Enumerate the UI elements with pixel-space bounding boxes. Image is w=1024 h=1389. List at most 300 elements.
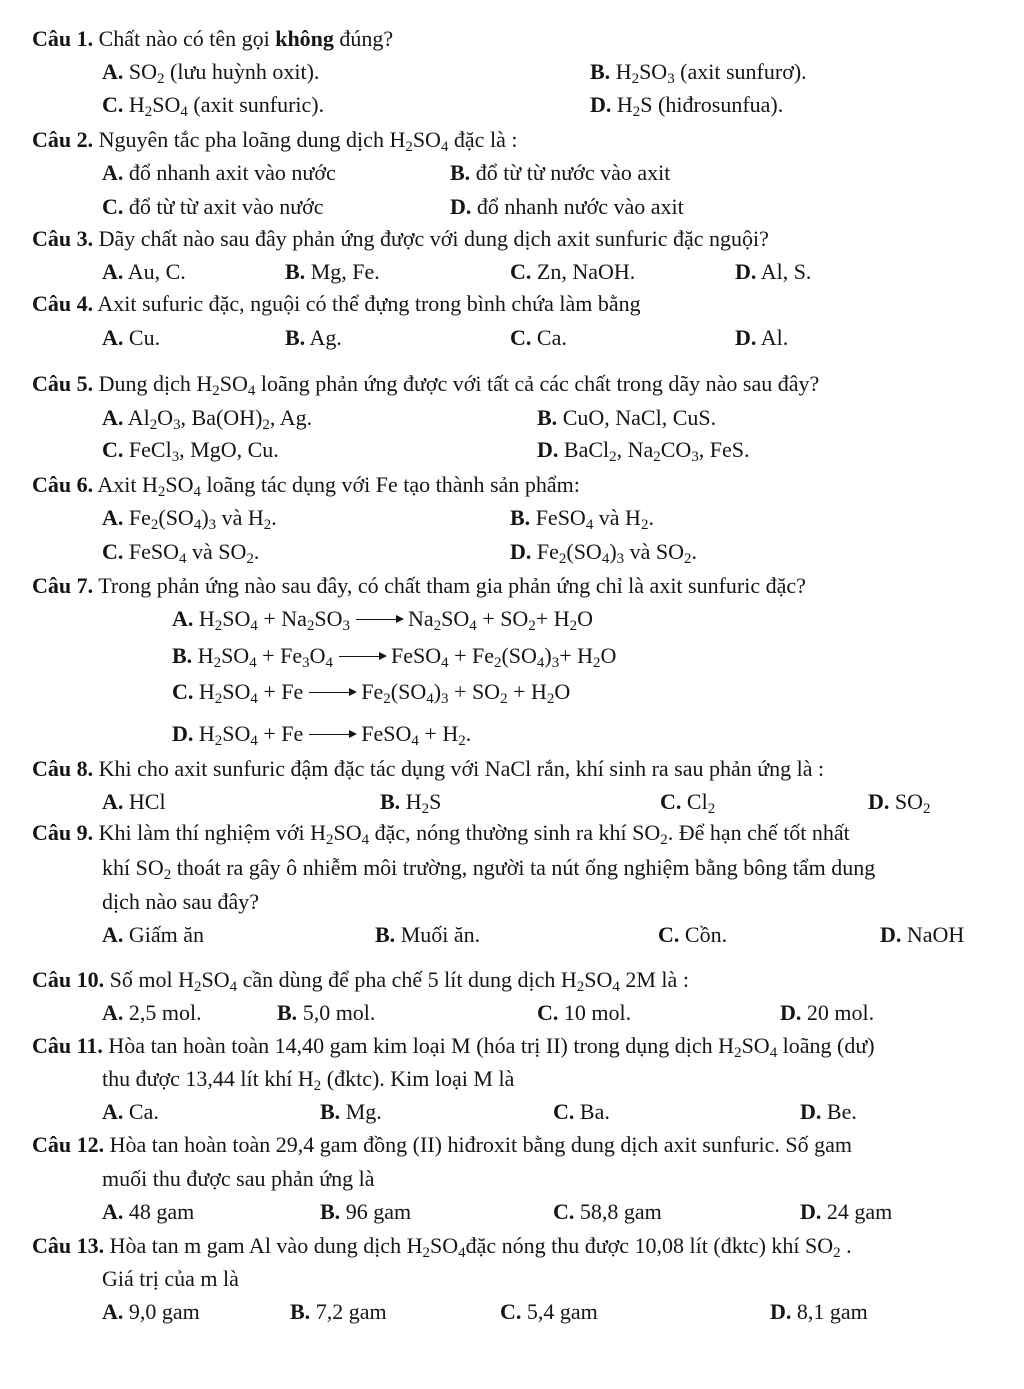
q5-option-c[interactable] — [102, 435, 279, 465]
text-fragment: Số mol H — [109, 967, 194, 992]
q13-option-c[interactable] — [500, 1297, 598, 1327]
text-fragment: H — [197, 643, 214, 668]
subscript-text: 2 — [433, 618, 442, 635]
text-fragment: A. — [102, 1199, 124, 1224]
text-fragment: . — [691, 539, 697, 564]
question-number: Câu 5. — [32, 371, 94, 396]
question-number: Câu 2. — [32, 127, 94, 152]
q12-option-b[interactable] — [320, 1197, 411, 1227]
text-fragment: Be. — [826, 1099, 857, 1124]
subscript-text: 3 — [342, 618, 351, 635]
subscript-text: 4 — [411, 733, 419, 750]
text-fragment: đổ từ từ nước vào axit — [475, 160, 671, 185]
subscript-text: 4 — [469, 618, 477, 635]
text-fragment: Dung dịch H — [98, 371, 213, 396]
text-fragment: Ca. — [536, 325, 567, 350]
text-fragment: H — [615, 59, 632, 84]
text-fragment: NaOH — [906, 922, 965, 947]
text-fragment: (lưu huỳnh oxit). — [164, 59, 320, 84]
text-fragment: S (hiđrosunfua). — [640, 92, 784, 117]
text-fragment: D. — [537, 437, 559, 462]
subscript-text: 2 — [631, 71, 640, 88]
text-fragment: + Fe — [448, 643, 494, 668]
subscript-text: 2 — [246, 551, 254, 568]
text-fragment: + Fe — [257, 679, 304, 704]
text-fragment: C. — [500, 1299, 522, 1324]
q8-option-d[interactable] — [868, 787, 931, 817]
text-fragment: Au, C. — [127, 259, 186, 284]
question-number: Câu 9. — [32, 820, 94, 845]
subscript-text: 2 — [313, 1078, 322, 1095]
text-fragment: Trong phản ứng nào sau đây, có chất tham gia phản ứng chỉ là axit sunfuric đặc? — [98, 573, 806, 598]
q8-option-c[interactable] — [660, 787, 715, 817]
question-3 — [32, 224, 769, 254]
subscript-text: 2 — [576, 979, 585, 996]
text-fragment: và H — [593, 505, 641, 530]
q1-option-a[interactable] — [102, 57, 319, 87]
text-fragment: SO — [314, 606, 343, 631]
subscript-text: 2 — [640, 517, 649, 534]
subscript-text: 3 — [691, 449, 699, 466]
text-fragment: Axit H — [97, 472, 158, 497]
text-fragment: (axit sunfuric). — [187, 92, 325, 117]
q10-option-d[interactable] — [780, 998, 874, 1028]
q1-option-d[interactable] — [590, 90, 783, 120]
question-6 — [32, 470, 580, 500]
text-fragment: A. — [102, 505, 124, 530]
q9-option-d[interactable] — [880, 920, 964, 950]
q4-option-b[interactable] — [285, 323, 342, 353]
text-fragment: 9,0 gam — [128, 1299, 200, 1324]
text-fragment: + SO — [448, 679, 501, 704]
text-fragment: 96 gam — [345, 1199, 412, 1224]
text-fragment: cần dùng để pha chế 5 lít dung dịch H — [237, 967, 577, 992]
subscript-text: 3 — [616, 551, 625, 568]
question-2 — [32, 125, 517, 155]
text-fragment: C. — [660, 789, 682, 814]
text-fragment: ) — [433, 679, 442, 704]
text-fragment: A. — [102, 1000, 124, 1025]
text-fragment: Fe — [536, 539, 559, 564]
text-fragment: , FeS. — [698, 437, 750, 462]
text-fragment: SO — [165, 472, 194, 497]
subscript-text: 2 — [833, 1245, 841, 1262]
q8-option-a[interactable] — [102, 787, 166, 817]
text-fragment: 10 mol. — [563, 1000, 632, 1025]
text-fragment: Ba. — [579, 1099, 610, 1124]
text-fragment: (axit sunfurơ). — [674, 59, 807, 84]
q1-option-b[interactable] — [590, 57, 807, 87]
q7-option-d[interactable] — [172, 719, 471, 749]
subscript-text: 3 — [667, 71, 675, 88]
subscript-text: 4 — [361, 832, 370, 849]
text-fragment: và SO — [186, 539, 247, 564]
text-fragment: (SO — [390, 679, 427, 704]
q3-option-d[interactable] — [735, 257, 811, 287]
text-fragment: , Na — [616, 437, 654, 462]
text-fragment: Cl — [686, 789, 708, 814]
question-number: Câu 6. — [32, 472, 94, 497]
text-fragment: ) — [544, 643, 552, 668]
subscript-text: 4 — [441, 655, 449, 672]
text-fragment: C. — [102, 539, 124, 564]
text-fragment: D. — [735, 259, 757, 284]
subscript-text: 2 — [405, 139, 413, 156]
q7-option-a[interactable] — [172, 604, 593, 634]
text-fragment: đặc, nóng thường sinh ra khí SO — [369, 820, 661, 845]
text-fragment: S — [429, 789, 442, 814]
subscript-text: 2 — [500, 691, 508, 708]
text-fragment: H — [405, 789, 422, 814]
q3-option-a[interactable] — [102, 257, 186, 287]
q10-option-a[interactable] — [102, 998, 202, 1028]
text-fragment: H — [616, 92, 633, 117]
subscript-text: 2 — [157, 71, 165, 88]
text-fragment: O — [554, 679, 571, 704]
text-fragment: Axit sufuric đặc, nguội có thể đựng trong bình chứa làm bằng — [97, 291, 641, 316]
text-fragment: B. — [590, 59, 611, 84]
subscript-text: 2 — [653, 449, 661, 466]
text-fragment: A. — [102, 325, 124, 350]
subscript-text: 4 — [250, 618, 258, 635]
subscript-text: 2 — [306, 618, 315, 635]
text-fragment: SO — [333, 820, 362, 845]
text-fragment: không — [275, 26, 334, 51]
question-13 — [32, 1231, 852, 1261]
q11-option-d[interactable] — [800, 1097, 857, 1127]
text-fragment: A. — [102, 405, 124, 430]
text-fragment: B. — [510, 505, 531, 530]
text-fragment: SO — [219, 371, 248, 396]
q10-option-c[interactable] — [537, 998, 631, 1028]
question-number: Câu 10. — [32, 967, 105, 992]
subscript-text: 4 — [325, 655, 333, 672]
text-fragment: C. — [553, 1099, 575, 1124]
subscript-text: 2 — [660, 832, 668, 849]
text-fragment: 5,4 gam — [526, 1299, 598, 1324]
text-fragment: 48 gam — [128, 1199, 195, 1224]
text-fragment: A. — [102, 160, 124, 185]
subscript-text: 4 — [249, 655, 257, 672]
question-9 — [32, 818, 850, 848]
subscript-text: 3 — [171, 449, 180, 466]
text-fragment: Chất nào có tên gọi — [98, 26, 276, 51]
subscript-text: 2 — [923, 801, 931, 818]
question-7 — [32, 571, 806, 601]
text-fragment: Cu. — [128, 325, 161, 350]
text-fragment: 58,8 gam — [579, 1199, 662, 1224]
text-fragment: đổ nhanh axit vào nước — [128, 160, 336, 185]
text-fragment: B. — [290, 1299, 311, 1324]
question-13-line-2 — [102, 1264, 239, 1294]
text-fragment: Hòa tan hoàn toàn 29,4 gam đồng (II) hiđroxit bằng dung dịch axit sunfuric. Số gam — [109, 1132, 852, 1157]
text-fragment: C. — [510, 259, 532, 284]
subscript-text: 2 — [493, 655, 502, 672]
text-fragment: SO — [201, 967, 230, 992]
subscript-text: 2 — [262, 417, 270, 434]
text-fragment: D. — [510, 539, 532, 564]
question-number: Câu 4. — [32, 291, 94, 316]
text-fragment: A. — [102, 59, 124, 84]
reaction-arrow-icon — [309, 734, 355, 735]
q4-option-d[interactable] — [735, 323, 788, 353]
text-fragment: . Để hạn chế tốt nhất — [667, 820, 850, 845]
text-fragment: C. — [102, 437, 124, 462]
subscript-text: 4 — [193, 517, 202, 534]
text-fragment: B. — [380, 789, 401, 814]
q2-option-b[interactable] — [450, 158, 670, 188]
text-fragment: H — [198, 679, 215, 704]
question-number: Câu 1. — [32, 26, 94, 51]
text-fragment: D. — [780, 1000, 802, 1025]
text-fragment: loãng (dư) — [777, 1033, 875, 1058]
text-fragment: C. — [102, 92, 124, 117]
text-fragment: FeSO — [535, 505, 586, 530]
text-fragment: D. — [735, 325, 757, 350]
text-fragment: Hòa tan m gam Al vào dung dịch H — [109, 1233, 423, 1258]
text-fragment: + H — [507, 679, 547, 704]
subscript-text: 4 — [612, 979, 620, 996]
text-fragment: A. — [172, 606, 194, 631]
text-fragment: Al. — [760, 325, 789, 350]
text-fragment: B. — [537, 405, 558, 430]
q7-option-b[interactable] — [172, 641, 616, 671]
text-fragment: . — [253, 539, 260, 564]
text-fragment: thoát ra gây ô nhiễm môi trường, người ta nút ống nghiệm bằng bông tẩm dung — [171, 855, 876, 880]
q12-option-a[interactable] — [102, 1197, 194, 1227]
q12-option-c[interactable] — [553, 1197, 662, 1227]
text-fragment: C. — [537, 1000, 559, 1025]
text-fragment: Al, S. — [760, 259, 812, 284]
q11-option-a[interactable] — [102, 1097, 159, 1127]
text-fragment: Hòa tan hoàn toàn 14,40 gam kim loại M (hóa trị II) trong dụng dịch H — [108, 1033, 735, 1058]
q4-option-a[interactable] — [102, 323, 160, 353]
subscript-text: 3 — [302, 655, 310, 672]
question-number: Câu 3. — [32, 226, 94, 251]
q5-option-d[interactable] — [537, 435, 750, 465]
q6-option-d[interactable] — [510, 537, 697, 567]
subscript-text: 2 — [528, 618, 536, 635]
q2-option-d[interactable] — [450, 192, 684, 222]
q2-option-a[interactable] — [102, 158, 336, 188]
text-fragment: dịch nào sau đây? — [102, 889, 259, 914]
subscript-text: 4 — [440, 139, 449, 156]
text-fragment: D. — [800, 1099, 822, 1124]
text-fragment: . — [271, 505, 277, 530]
q10-option-b[interactable] — [277, 998, 375, 1028]
text-fragment: C. — [172, 679, 194, 704]
text-fragment: . — [648, 505, 654, 530]
text-fragment: B. — [320, 1199, 341, 1224]
text-fragment: Cồn. — [684, 922, 728, 947]
q11-option-c[interactable] — [553, 1097, 610, 1127]
q13-option-d[interactable] — [770, 1297, 868, 1327]
text-fragment: Zn, NaOH. — [536, 259, 636, 284]
subscript-text: 2 — [569, 618, 578, 635]
text-fragment: A. — [102, 259, 124, 284]
text-fragment: SO — [894, 789, 924, 814]
q4-option-c[interactable] — [510, 323, 567, 353]
text-fragment: FeSO — [390, 643, 442, 668]
text-fragment: đổ nhanh nước vào axit — [476, 194, 684, 219]
text-fragment: B. — [285, 259, 306, 284]
text-fragment: SO — [128, 59, 158, 84]
q13-option-b[interactable] — [290, 1297, 387, 1327]
q12-option-d[interactable] — [800, 1197, 892, 1227]
text-fragment: O — [600, 643, 617, 668]
text-fragment: SO — [152, 92, 181, 117]
text-fragment: + H — [418, 721, 459, 746]
text-fragment: H — [198, 606, 215, 631]
subscript-text: 2 — [213, 655, 222, 672]
subscript-text: 2 — [546, 691, 555, 708]
text-fragment: Khi làm thí nghiệm với H — [98, 820, 326, 845]
text-fragment: HCl — [128, 789, 166, 814]
text-fragment: B. — [285, 325, 306, 350]
subscript-text: 2 — [684, 551, 692, 568]
text-fragment: khí SO — [102, 855, 164, 880]
text-fragment: D. — [450, 194, 472, 219]
text-fragment: (SO — [501, 643, 537, 668]
subscript-text: 2 — [593, 655, 601, 672]
question-9-line-3 — [102, 887, 259, 917]
text-fragment: thu được 13,44 lít khí H — [102, 1066, 314, 1091]
q3-option-c[interactable] — [510, 257, 635, 287]
text-fragment: đặc là : — [448, 127, 518, 152]
question-12-line-2 — [102, 1164, 375, 1194]
subscript-text: 2 — [214, 733, 223, 750]
reaction-arrow-icon — [309, 692, 355, 693]
text-fragment: SO — [741, 1033, 770, 1058]
text-fragment: loãng tác dụng với Fe tạo thành sản phẩm: — [201, 472, 580, 497]
q9-option-c[interactable] — [658, 920, 727, 950]
text-fragment: , Ba(OH) — [180, 405, 263, 430]
subscript-text: 2 — [212, 383, 220, 400]
text-fragment: 20 mol. — [806, 1000, 875, 1025]
subscript-text: 4 — [601, 551, 610, 568]
subscript-text: 4 — [193, 484, 202, 501]
subscript-text: 2 — [632, 104, 641, 121]
subscript-text: 2 — [609, 449, 617, 466]
q6-option-b[interactable] — [510, 503, 654, 533]
subscript-text: 2 — [214, 691, 223, 708]
text-fragment: A. — [102, 1099, 124, 1124]
subscript-text: 4 — [426, 691, 434, 708]
q5-option-b[interactable] — [537, 403, 716, 433]
subscript-text: 4 — [769, 1045, 778, 1062]
q6-option-a[interactable] — [102, 503, 277, 533]
question-12 — [32, 1130, 852, 1160]
text-fragment: đúng? — [333, 26, 394, 51]
text-fragment: 24 gam — [826, 1199, 893, 1224]
text-fragment: B. — [172, 643, 193, 668]
text-fragment: B. — [320, 1099, 341, 1124]
question-10 — [32, 965, 689, 995]
text-fragment: Mg, Fe. — [310, 259, 380, 284]
question-9-line-2 — [102, 853, 875, 883]
text-fragment: 7,2 gam — [315, 1299, 387, 1324]
subscript-text: 2 — [558, 551, 567, 568]
text-fragment: Dãy chất nào sau đây phản ứng được với dung dịch axit sunfuric đặc nguội? — [98, 226, 769, 251]
text-fragment: và SO — [624, 539, 685, 564]
text-fragment: Khi cho axit sunfuric đậm đặc tác dụng với NaCl rắn, khí sinh ra sau phản ứng là : — [98, 756, 825, 781]
q3-option-b[interactable] — [285, 257, 380, 287]
subscript-text: 2 — [734, 1045, 742, 1062]
text-fragment: B. — [450, 160, 471, 185]
subscript-text: 4 — [250, 691, 258, 708]
text-fragment: (SO — [158, 505, 194, 530]
subscript-text: 2 — [458, 733, 466, 750]
text-fragment: + Na — [257, 606, 307, 631]
text-fragment: ) — [201, 505, 209, 530]
question-number: Câu 12. — [32, 1132, 105, 1157]
text-fragment: SO — [222, 721, 251, 746]
q9-option-b[interactable] — [375, 920, 480, 950]
question-number: Câu 7. — [32, 573, 94, 598]
q2-option-c[interactable] — [102, 192, 324, 222]
text-fragment: B. — [277, 1000, 298, 1025]
text-fragment: (đktc). Kim loại M là — [321, 1066, 515, 1091]
question-5 — [32, 369, 819, 399]
text-fragment: A. — [102, 1299, 124, 1324]
text-fragment: 5,0 mol. — [302, 1000, 376, 1025]
subscript-text: 2 — [193, 979, 202, 996]
text-fragment: D. — [800, 1199, 822, 1224]
q5-option-a[interactable] — [102, 403, 312, 433]
q1-option-c[interactable] — [102, 90, 324, 120]
q7-option-c[interactable] — [172, 677, 570, 707]
text-fragment: . — [840, 1233, 852, 1258]
text-fragment: . — [465, 721, 472, 746]
text-fragment: + SO — [476, 606, 529, 631]
subscript-text: 3 — [441, 691, 449, 708]
text-fragment: + Fe — [256, 643, 303, 668]
text-fragment: H — [198, 721, 215, 746]
text-fragment: C. — [658, 922, 680, 947]
question-4 — [32, 289, 641, 319]
text-fragment: Giấm ăn — [128, 922, 205, 947]
text-fragment: ) — [609, 539, 617, 564]
text-fragment: + Fe — [257, 721, 304, 746]
subscript-text: 2 — [163, 867, 172, 884]
question-11-line-2 — [102, 1064, 514, 1094]
q9-option-a[interactable] — [102, 920, 204, 950]
text-fragment: SO — [441, 606, 470, 631]
text-fragment: CO — [660, 437, 692, 462]
text-fragment: 2,5 mol. — [128, 1000, 202, 1025]
subscript-text: 4 — [536, 655, 545, 672]
text-fragment: O — [309, 643, 326, 668]
text-fragment: SO — [412, 127, 441, 152]
text-fragment: Muối ăn. — [400, 922, 481, 947]
text-fragment: Nguyên tắc pha loãng dung dịch H — [98, 127, 406, 152]
text-fragment: SO — [639, 59, 668, 84]
text-fragment: D. — [868, 789, 890, 814]
text-fragment: H — [128, 92, 145, 117]
question-number: Câu 11. — [32, 1033, 103, 1058]
text-fragment: SO — [584, 967, 613, 992]
q13-option-a[interactable] — [102, 1297, 200, 1327]
text-fragment: Fe — [361, 679, 384, 704]
q8-option-b[interactable] — [380, 787, 441, 817]
subscript-text: 4 — [250, 733, 258, 750]
q11-option-b[interactable] — [320, 1097, 382, 1127]
text-fragment: + H — [559, 643, 594, 668]
q6-option-c[interactable] — [102, 537, 259, 567]
text-fragment: 2M là : — [619, 967, 689, 992]
subscript-text: 2 — [422, 1245, 430, 1262]
text-fragment: Na — [408, 606, 434, 631]
